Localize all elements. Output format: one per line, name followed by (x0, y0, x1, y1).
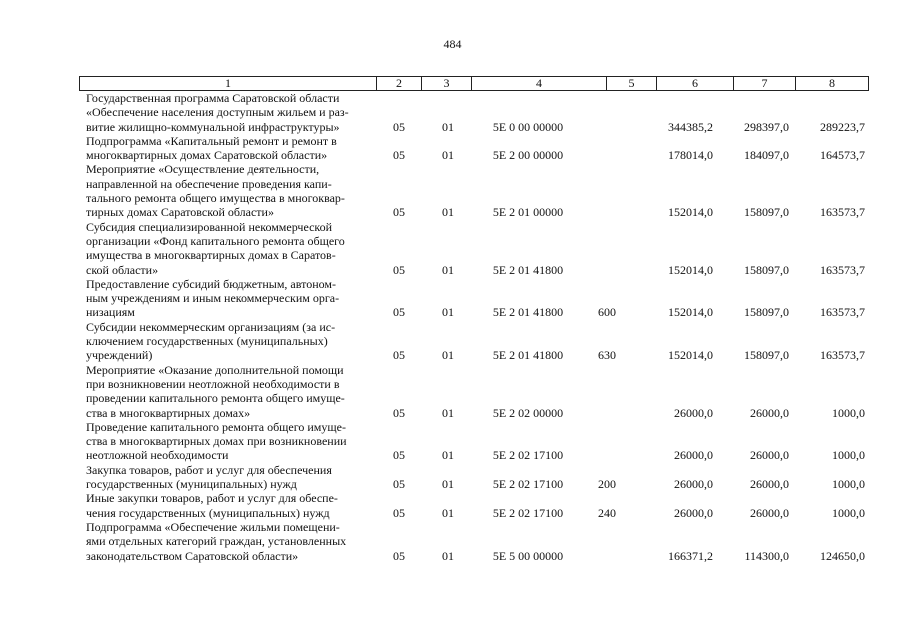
table-row (0, 420, 905, 463)
table-row (0, 162, 905, 219)
row-amount-2: 158097,0 (744, 205, 789, 220)
table-row (0, 363, 905, 420)
row-section: 05 (393, 148, 405, 163)
row-section: 05 (393, 348, 405, 363)
header-cell-6: 6 (657, 77, 734, 91)
row-amount-2: 114300,0 (744, 548, 789, 563)
row-section: 05 (393, 405, 405, 420)
row-amount-2: 26000,0 (750, 505, 789, 520)
row-amount-3: 124650,0 (820, 548, 865, 563)
row-name: Мероприятие «Осуществление деятельности, направленной на обеспечение проведения капи- тального ремонта общего имущества в многоквар- тирных домах Саратовской области» (86, 162, 345, 220)
row-amount-3: 163573,7 (820, 348, 865, 363)
row-amount-1: 152014,0 (668, 348, 713, 363)
row-amount-2: 26000,0 (750, 405, 789, 420)
row-amount-2: 158097,0 (744, 262, 789, 277)
row-section: 05 (393, 548, 405, 563)
row-target-code: 5Е 5 00 00000 (492, 548, 564, 563)
table-row (0, 491, 905, 520)
table-row (0, 520, 905, 563)
row-name: Субсидия специализированной некоммерческой организации «Фонд капитального ремонта общего имущества в многоквартирных домах в Саратов- ской области» (86, 219, 345, 277)
row-amount-3: 163573,7 (820, 262, 865, 277)
row-subsection: 01 (442, 119, 454, 134)
row-name: Подпрограмма «Обеспечение жильми помещени- ями отдельных категорий граждан, установленных законодательством Саратовской области» (86, 519, 347, 563)
header-cell-2: 2 (377, 77, 422, 91)
row-section: 05 (393, 477, 405, 492)
row-amount-2: 158097,0 (744, 348, 789, 363)
row-amount-1: 26000,0 (674, 405, 713, 420)
table-row (0, 463, 905, 492)
header-cell-5: 5 (607, 77, 657, 91)
row-amount-3: 1000,0 (832, 448, 865, 463)
row-amount-3: 163573,7 (820, 305, 865, 320)
row-amount-1: 26000,0 (674, 505, 713, 520)
row-section: 05 (393, 448, 405, 463)
row-expense-type: 630 (598, 348, 616, 363)
row-subsection: 01 (442, 548, 454, 563)
row-subsection: 01 (442, 505, 454, 520)
row-amount-3: 164573,7 (820, 148, 865, 163)
row-subsection: 01 (442, 448, 454, 463)
row-target-code: 5Е 2 01 41800 (492, 262, 564, 277)
row-subsection: 01 (442, 262, 454, 277)
row-name: Субсидии некоммерческим организациям (за ис- ключением государственных (муниципальных) учреждений) (86, 319, 336, 363)
row-section: 05 (393, 262, 405, 277)
row-amount-1: 26000,0 (674, 477, 713, 492)
table-row (0, 134, 905, 163)
row-target-code: 5Е 2 02 00000 (492, 405, 564, 420)
row-section: 05 (393, 119, 405, 134)
row-name: Иные закупки товаров, работ и услуг для обеспе- чения государственных (муниципальных) нужд (86, 491, 338, 520)
row-subsection: 01 (442, 148, 454, 163)
row-section: 05 (393, 505, 405, 520)
row-target-code: 5Е 2 02 17100 (492, 477, 564, 492)
row-target-code: 5Е 2 01 00000 (492, 205, 564, 220)
row-amount-2: 184097,0 (744, 148, 789, 163)
row-amount-3: 1000,0 (832, 405, 865, 420)
row-subsection: 01 (442, 305, 454, 320)
row-subsection: 01 (442, 477, 454, 492)
row-target-code: 5Е 0 00 00000 (492, 119, 564, 134)
row-amount-1: 152014,0 (668, 205, 713, 220)
page-number: 484 (443, 37, 462, 51)
row-target-code: 5Е 2 02 17100 (492, 505, 564, 520)
row-target-code: 5Е 2 01 41800 (492, 348, 564, 363)
row-amount-1: 166371,2 (668, 548, 713, 563)
row-amount-1: 344385,2 (668, 119, 713, 134)
header-cell-1: 1 (80, 77, 377, 91)
row-amount-1: 26000,0 (674, 448, 713, 463)
row-expense-type: 240 (598, 505, 616, 520)
table-row (0, 320, 905, 363)
row-subsection: 01 (442, 205, 454, 220)
budget-rows (0, 91, 905, 563)
row-amount-1: 178014,0 (668, 148, 713, 163)
row-amount-2: 158097,0 (744, 305, 789, 320)
row-expense-type: 600 (598, 305, 616, 320)
row-target-code: 5Е 2 00 00000 (492, 148, 564, 163)
row-amount-1: 152014,0 (668, 262, 713, 277)
table-row (0, 91, 905, 134)
row-name: Предоставление субсидий бюджетным, автоном- ным учреждениям и иным некоммерческим орга- низациям (86, 276, 340, 320)
row-amount-2: 26000,0 (750, 477, 789, 492)
row-name: Государственная программа Саратовской области «Обеспечение населения доступным жильем и раз- витие жилищно-коммунальной инфраструктуры» (86, 91, 349, 134)
row-name: Мероприятие «Оказание дополнительной помощи при возникновении неотложной необходимости в проведении капитального ремонта общего имуще- ства в многоквартирных домах» (86, 362, 345, 420)
table-row (0, 220, 905, 277)
header-cell-3: 3 (422, 77, 472, 91)
row-expense-type: 200 (598, 477, 616, 492)
row-target-code: 5Е 2 01 41800 (492, 305, 564, 320)
row-section: 05 (393, 305, 405, 320)
row-amount-3: 163573,7 (820, 205, 865, 220)
table-row (0, 277, 905, 320)
row-amount-2: 26000,0 (750, 448, 789, 463)
header-cell-8: 8 (796, 77, 869, 91)
row-amount-1: 152014,0 (668, 305, 713, 320)
header-cell-4: 4 (472, 77, 607, 91)
row-amount-3: 289223,7 (820, 119, 865, 134)
row-amount-3: 1000,0 (832, 505, 865, 520)
row-amount-2: 298397,0 (744, 119, 789, 134)
row-name: Проведение капитального ремонта общего имуще- ства в многоквартирных домах при возникновении неотложной необходимости (86, 419, 347, 463)
row-target-code: 5Е 2 02 17100 (492, 448, 564, 463)
row-name: Подпрограмма «Капитальный ремонт и ремонт в многоквартирных домах Саратовской области» (86, 133, 337, 163)
row-name: Закупка товаров, работ и услуг для обеспечения государственных (муниципальных) нужд (86, 462, 332, 492)
row-amount-3: 1000,0 (832, 477, 865, 492)
column-header-table (79, 76, 869, 91)
row-section: 05 (393, 205, 405, 220)
row-subsection: 01 (442, 348, 454, 363)
row-subsection: 01 (442, 405, 454, 420)
header-cell-7: 7 (734, 77, 796, 91)
